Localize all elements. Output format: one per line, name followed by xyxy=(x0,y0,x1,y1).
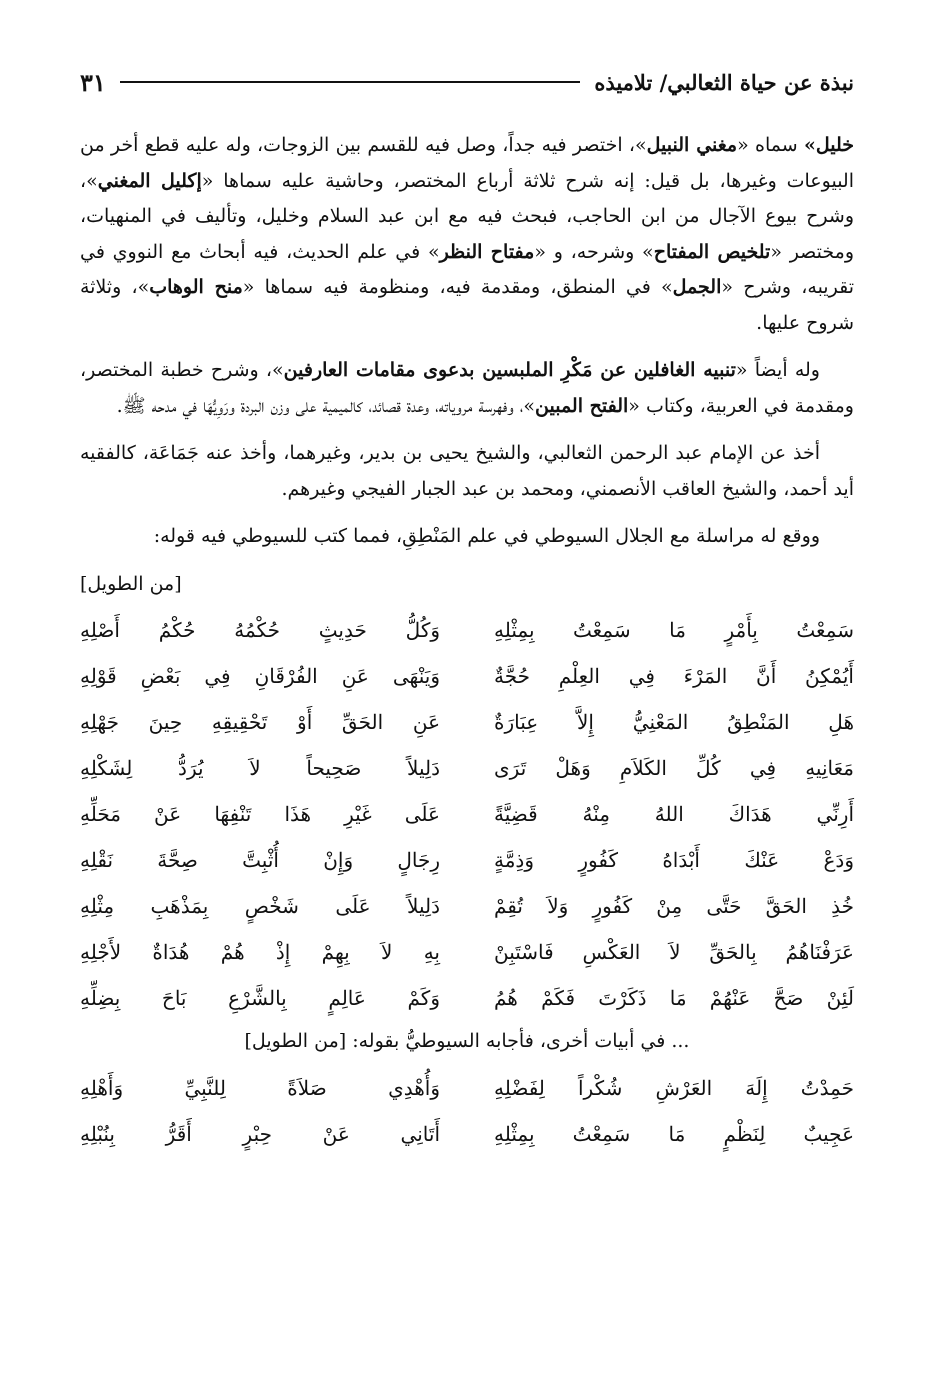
bold-text: خليل» xyxy=(803,134,854,156)
verse-first-hemistich: سَمِعْتُ بِأَمْرٍ مَا سَمِعْتُ بِمِثْلِهِ xyxy=(494,618,854,643)
page-body xyxy=(80,128,854,1158)
verse-line xyxy=(80,1066,854,1112)
book-title: مفتاح النظر xyxy=(439,240,535,263)
paragraph-teachers: أخذ عن الإمام عبد الرحمن الثعالبي، والشيخ يحيى بن بدير، وغيرهما، وأخذ عنه جَمَاعَة، كالفقيه أيد أحمد، والشيخ العاقب الأنصمني، ومحمد بن عبد الجبار الفيجي وغيرهم. xyxy=(80,442,854,500)
verse-first-hemistich: عَجِيبٌ لِنَظْمٍ مَا سَمِعْتُ بِمِثْلِهِ xyxy=(494,1121,854,1146)
verse-line xyxy=(80,700,854,746)
verse-first-hemistich: وَدَعْ عَنْكَ أَبْدَاهُ كَفُورٍ وَذِمَّةٍ xyxy=(494,848,854,873)
verse-first-hemistich: حَمِدْتُ إِلَهَ العَرْشِ شُكْراً لِفَضْلِهِ xyxy=(494,1075,854,1100)
verse-second-hemistich: وَأُهْدِي صَلاَةً لِلنَّبِيِّ وَأَهْلِهِ xyxy=(80,1075,440,1100)
text-span: وله أيضاً « xyxy=(735,359,820,381)
book-title: منح الوهاب xyxy=(149,276,243,298)
verse-second-hemistich: عَنِ الحَقِّ أَوْ تَحْقِيقِهِ حِينَ جَهْلِهِ xyxy=(80,710,440,735)
verse-line xyxy=(80,608,854,654)
verse-first-hemistich: هَلِ المَنْطِقُ المَعْنِيُّ إِلاَّ عِبَارَةٌ xyxy=(494,710,854,735)
header-rule xyxy=(120,81,581,83)
text-span: »، وشرح خطبة المختصر، ومقدمة في العربية، وكتاب « xyxy=(80,359,854,417)
verse-line xyxy=(80,930,854,976)
book-title: الجمل xyxy=(672,276,722,298)
verse-line xyxy=(80,884,854,930)
text-span: »، وثلاثة شروح عليها. xyxy=(80,276,854,334)
verse-second-hemistich: رِجَالٍ وَإِنْ أُثْبِتَّ صِحَّةَ نَقْلِهِ xyxy=(80,848,440,873)
book-title: مغني النبيل xyxy=(646,134,738,156)
book-title: تلخيص المفتاح xyxy=(653,240,771,263)
text-span: »، وشرح بيوع الآجال من ابن الحاجب، فبحث فيه مع ابن عبد السلام وخليل، وتأليف في المنهيات، ومختصر « xyxy=(80,169,855,263)
poem-block-2 xyxy=(80,1066,854,1158)
verse-second-hemistich: دَلِيلاً عَلَى شَخْصٍ بِمَذْهَبِ مِثْلِهِ xyxy=(80,894,440,919)
header-title: نبذة عن حياة الثعالبي/ تلاميذه xyxy=(594,69,854,95)
text-span: » وشرحه، و « xyxy=(534,240,654,263)
text-span: »، اختصر فيه جداً، وصل فيه للقسم بين الزوجات، وله عليه قطع أخر من البيوعات وغيرها، بل قيل: إنه شرح ثلاثة أرباع المختصر، وحاشية عليه سماها « xyxy=(80,134,854,192)
verse-second-hemistich: عَلَى غَيْرِ هَذَا تَنْفِهَا عَنْ مَحَلِّهِ xyxy=(80,802,440,827)
running-header xyxy=(80,62,854,102)
book-title: الفتح المبين xyxy=(535,394,629,417)
meter-label: [من الطويل] xyxy=(80,572,182,595)
verse-line xyxy=(80,1112,854,1158)
paragraph-correspondence: ووقع له مراسلة مع الجلال السيوطي في علم المَنْطِقِ، فمما كتب للسيوطي فيه قوله: xyxy=(153,525,820,547)
verse-first-hemistich: خُذِ الحَقَّ حَتَّى مِنْ كَفُورٍ وَلاَ تُقِمْ xyxy=(494,894,854,919)
book-title: إكليل المغني xyxy=(97,169,202,192)
page-number: ٣١ xyxy=(80,67,106,97)
verse-first-hemistich: لَئِنْ صَحَّ عَنْهُمْ مَا ذَكَرْتَ فَكَمْ هُمُ xyxy=(494,986,854,1011)
verse-second-hemistich: وَيَنْهَى عَنِ الفُرْقَانِ فِي بَعْضِ قَوْلِهِ xyxy=(80,664,440,689)
verse-second-hemistich: أَتَانِي عَنْ حِبْرٍ أَقَرُّ بِنُبْلِهِ xyxy=(80,1121,440,1146)
text-span: »، وفهرسة مروياته، وعدة قصائد، كالميمية على وزن البردة ورَوِيُّهَا في مدحه ﷺ. xyxy=(116,394,536,417)
verse-second-hemistich: وَكُلُّ حَدِيثٍ حُكْمُهُ حُكْمُ أَصْلِهِ xyxy=(80,618,440,643)
verse-line xyxy=(80,746,854,792)
book-title: تنبيه الغافلين عن مَكْرِ الملبسين بدعوى مقامات العارفين xyxy=(283,359,736,381)
text-span: » في المنطق، ومقدمة فيه، ومنظومة فيه سماها « xyxy=(242,276,673,298)
verse-line xyxy=(80,838,854,884)
verse-second-hemistich: دَلِيلاً صَحِيحاً لاَ يُرَدُّ لِشَكْلِهِ xyxy=(80,756,440,781)
verse-first-hemistich: مَعَانِيهِ فِي كُلِّ الكَلاَمِ وَهَلْ تَرَى xyxy=(494,756,854,781)
verse-first-hemistich: أَيُمْكِنُ أَنَّ المَرْءَ فِي العِلْمِ حُجَّةٌ xyxy=(494,664,854,689)
paragraph-works xyxy=(80,128,854,341)
text-span: » في علم الحديث، فيه أبحاث مع النووي في تقريبه، وشرح « xyxy=(80,240,854,298)
paragraph-more-works xyxy=(80,353,854,424)
verse-second-hemistich: بِهِ لاَ بِهِمْ إِذْ هُمْ هُدَاةٌ لأَجْلِهِ xyxy=(80,940,440,965)
verse-second-hemistich: وَكَمْ عَالِمٍ بِالشَّرْعِ بَاحَ بِضِلِّهِ xyxy=(80,986,440,1011)
verse-line xyxy=(80,654,854,700)
poem-block-1 xyxy=(80,608,854,1022)
verse-line xyxy=(80,976,854,1022)
text-span: سماه « xyxy=(737,134,804,156)
interlude-text: ... في أبيات أخرى، فأجابه السيوطيُّ بقوله: [من الطويل] xyxy=(244,1030,690,1052)
verse-first-hemistich: أَرِنِّي هَدَاكَ اللهُ مِنْهُ قَضِيَّةً xyxy=(494,802,854,827)
verse-line xyxy=(80,792,854,838)
verse-first-hemistich: عَرَفْنَاهُمُ بِالحَقِّ لاَ العَكْسِ فَاسْتَبِنْ xyxy=(494,940,854,965)
